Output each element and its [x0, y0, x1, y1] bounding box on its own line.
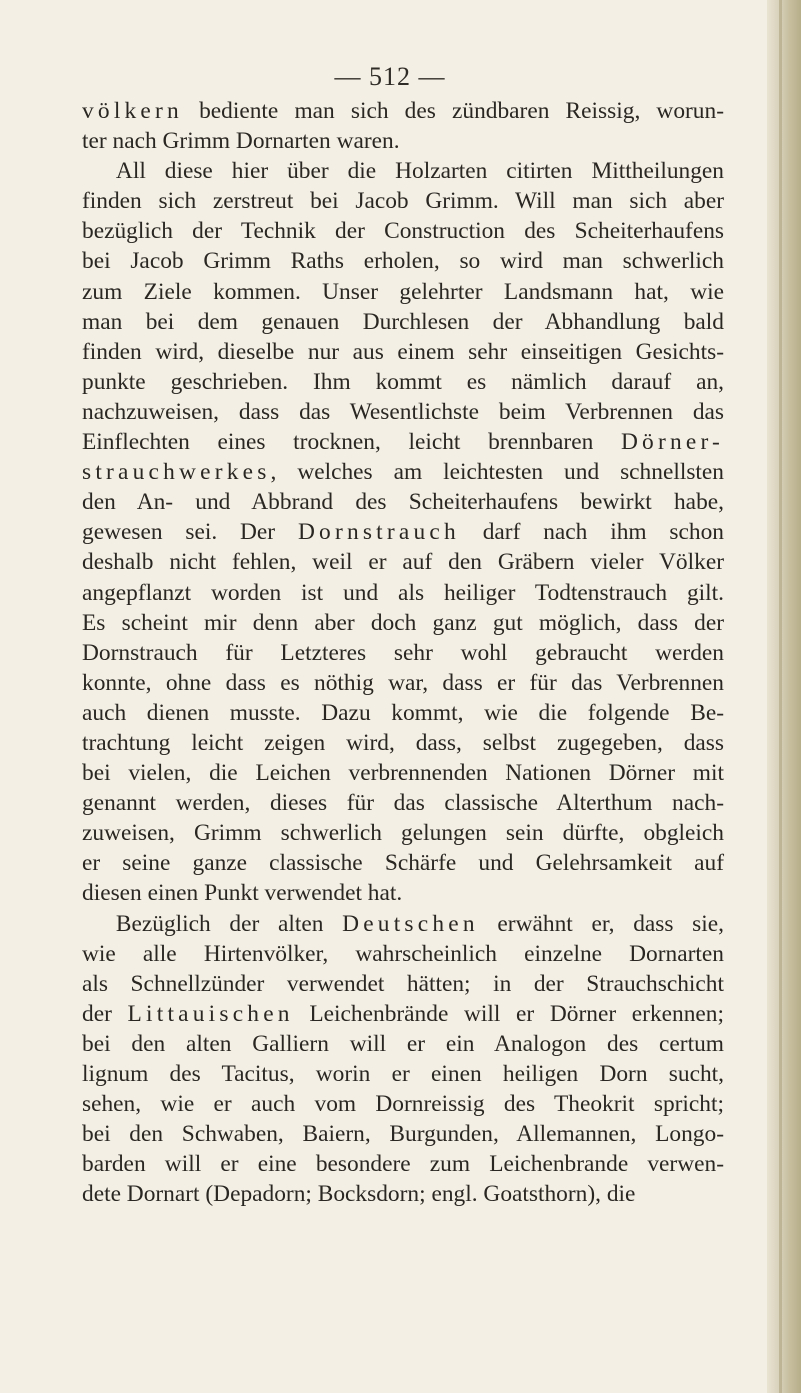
text-line: [82, 1089, 724, 1119]
text-run: bezüglich der Technik der Construction des Scheiterhaufens: [82, 218, 724, 245]
spaced-word: strauchwerkes: [82, 459, 271, 486]
text-line: [82, 668, 724, 698]
text-run: finden sich zerstreut bei Jacob Grimm. Will man sich aber: [82, 188, 724, 215]
spaced-word: völkern: [82, 98, 183, 124]
text-run: Einflechten eines trocknen, leicht brennbaren: [82, 429, 621, 456]
text-run: zuweisen, Grimm schwerlich gelungen sein dürfte, obgleich: [82, 820, 724, 847]
text-run: zum Ziele kommen. Unser gelehrter Landsmann hat, wie: [82, 278, 724, 305]
text-run: bei den Schwaben, Baiern, Burgunden, Allemannen, Longo-: [82, 1121, 724, 1148]
text-run: konnte, ohne dass es nöthig war, dass er für das Verbrennen: [82, 669, 724, 696]
text-line: [82, 1119, 724, 1149]
text-line: [82, 698, 724, 728]
text-run: wie alle Hirtenvölker, wahrscheinlich einzelne Dornarten: [82, 940, 724, 967]
body-text: [82, 96, 724, 1209]
text-run: angepflanzt worden ist und als heiliger Todtenstrauch gilt.: [82, 579, 724, 606]
spaced-word: Dörner-: [620, 429, 724, 456]
text-line: [82, 969, 724, 999]
text-line: [82, 277, 724, 307]
text-run: der: [82, 1000, 128, 1027]
paragraph: [82, 156, 724, 908]
text-run: Leichenbrände will er Dörner erkennen;: [293, 1000, 724, 1027]
text-run: den An- und Abbrand des Scheiterhaufens bewirkt habe,: [82, 489, 724, 516]
text-line: [82, 397, 724, 427]
text-line: [82, 457, 724, 487]
text-run: punkte geschrieben. Ihm kommt es nämlich darauf an,: [82, 368, 724, 395]
text-line: [82, 818, 724, 848]
text-line: [82, 186, 724, 216]
text-run: All diese hier über die Holzarten citirten Mittheilungen: [115, 158, 724, 185]
text-run: Dornstrauch für Letzteres sehr wohl gebraucht werden: [82, 639, 724, 666]
text-line: [82, 578, 724, 608]
text-line: [82, 638, 724, 668]
text-run: sehen, wie er auch vom Dornreissig des Theokrit spricht;: [82, 1091, 724, 1118]
text-run: diesen einen Punkt verwendet hat.: [82, 880, 403, 907]
text-line: [82, 126, 724, 156]
text-line: [82, 427, 724, 457]
page-number: — 512 —: [334, 62, 446, 91]
text-line: [82, 909, 724, 939]
text-run: erwähnt er, dass sie,: [478, 910, 724, 937]
text-run: gewesen sei. Der: [82, 519, 298, 546]
text-run: barden will er eine besondere zum Leichenbrande verwen-: [82, 1151, 724, 1178]
text-run: er seine ganze classische Schärfe und Gelehrsamkeit auf: [82, 850, 724, 877]
text-run: finden wird, dieselbe nur aus einem sehr einseitigen Gesichts-: [82, 338, 724, 365]
text-line: [82, 1149, 724, 1179]
text-line: [82, 337, 724, 367]
spaced-word: Littauischen: [127, 1000, 294, 1027]
text-run: auch dienen musste. Dazu kommt, wie die folgende Be-: [82, 699, 724, 726]
text-run: Bezüglich der alten: [115, 910, 343, 937]
text-line: [82, 608, 724, 638]
text-run: trachtung leicht zeigen wird, dass, selbst zugegeben, dass: [82, 729, 724, 756]
text-line: [82, 848, 724, 878]
text-run: ter nach Grimm Dornarten waren.: [82, 128, 400, 155]
text-line: [82, 878, 724, 908]
paragraph: [82, 96, 724, 156]
paragraph: [82, 909, 724, 1210]
text-line: [82, 246, 724, 276]
text-run: deshalb nicht fehlen, weil er auf den Gräbern vieler Völker: [82, 549, 724, 576]
text-line: [82, 1059, 724, 1089]
text-run: bei Jacob Grimm Raths erholen, so wird man schwerlich: [82, 248, 724, 275]
text-line: [82, 307, 724, 337]
text-line: [82, 367, 724, 397]
text-line: [82, 1179, 724, 1209]
text-run: man bei dem genauen Durchlesen der Abhandlung bald: [82, 308, 724, 335]
text-line: [82, 547, 724, 577]
text-line: [82, 96, 724, 126]
spaced-word: Dornstrauch: [297, 519, 460, 546]
text-line: [82, 156, 724, 186]
text-run: nachzuweisen, dass das Wesentlichste beim Verbrennen das: [82, 398, 724, 425]
text-run: Es scheint mir denn aber doch ganz gut möglich, dass der: [82, 609, 724, 636]
text-run: als Schnellzünder verwendet hätten; in der Strauchschicht: [82, 970, 724, 997]
text-run: , welches am leichtesten und schnellsten: [270, 459, 724, 486]
text-run: bediente man sich des zündbaren Reissig, worun-: [182, 98, 724, 124]
text-line: [82, 216, 724, 246]
text-run: darf nach ihm schon: [459, 519, 724, 546]
text-line: [82, 728, 724, 758]
text-line: [82, 517, 724, 547]
text-line: [82, 758, 724, 788]
text-run: bei vielen, die Leichen verbrennenden Nationen Dörner mit: [82, 760, 724, 787]
text-run: lignum des Tacitus, worin er einen heiligen Dorn sucht,: [82, 1061, 724, 1087]
text-run: bei den alten Galliern will er ein Analogon des certum: [82, 1030, 724, 1057]
text-line: [82, 999, 724, 1029]
text-line: [82, 788, 724, 818]
text-run: dete Dornart (Depadorn; Bocksdorn; engl. Goatsthorn), die: [82, 1181, 636, 1208]
text-run: genannt werden, dieses für das classische Alterthum nach-: [82, 790, 724, 817]
spaced-word: Deutschen: [342, 910, 479, 937]
text-line: [82, 939, 724, 969]
page-edge-shadow: [767, 0, 801, 1393]
text-line: [82, 487, 724, 517]
text-line: [82, 1029, 724, 1059]
